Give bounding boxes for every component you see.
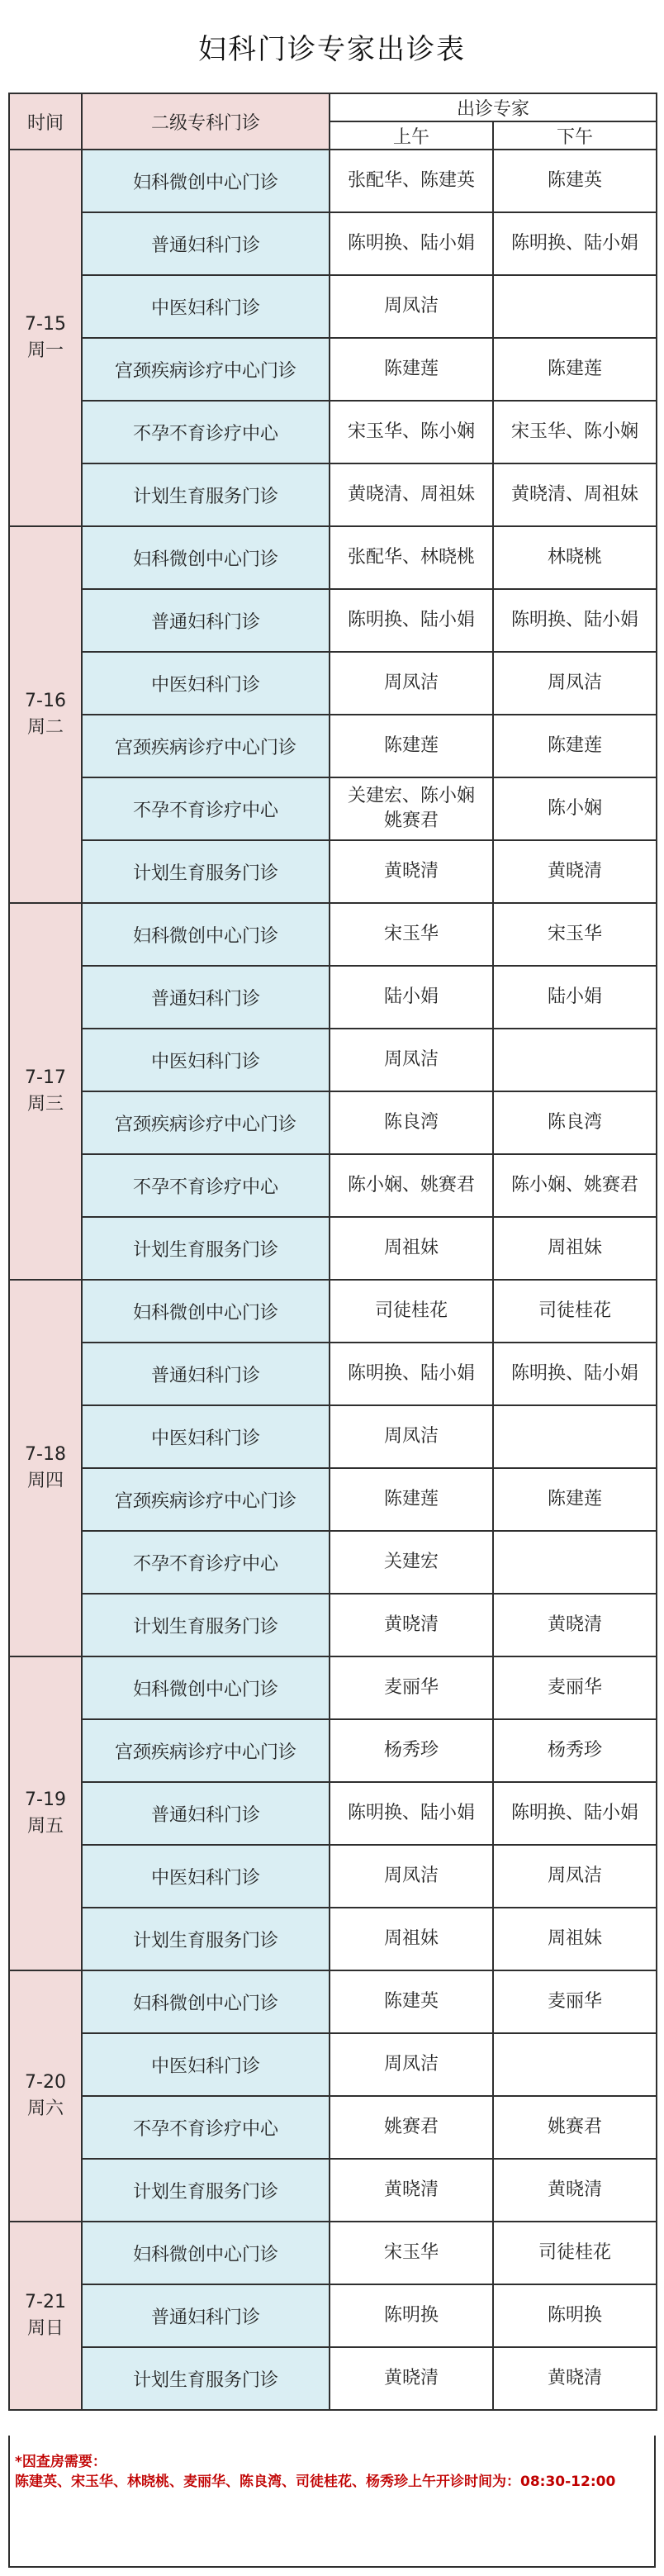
day-cell	[9, 526, 82, 903]
day-cell	[9, 150, 82, 526]
doctor-am: 黄晓清、周祖妹	[330, 463, 493, 526]
doctor-am: 宋玉华	[330, 2222, 493, 2284]
doctor-am: 陈建莲	[330, 1468, 493, 1531]
doctor-am: 周凤洁	[330, 1845, 493, 1908]
doctor-pm: 宋玉华、陈小娴	[493, 401, 657, 463]
doctor-pm: 周祖妹	[493, 1217, 657, 1280]
clinic-name: 宫颈疾病诊疗中心门诊	[82, 338, 330, 401]
header-time: 时间	[9, 93, 82, 150]
table-row	[9, 2222, 657, 2284]
day-date: 7-18	[25, 1444, 66, 1465]
clinic-name: 不孕不育诊疗中心	[82, 1154, 330, 1217]
clinic-name: 宫颈疾病诊疗中心门诊	[82, 1719, 330, 1782]
table-row	[9, 1405, 657, 1468]
clinic-name: 普通妇科门诊	[82, 212, 330, 275]
clinic-name: 计划生育服务门诊	[82, 1217, 330, 1280]
table-row	[9, 1594, 657, 1656]
doctor-pm	[493, 1531, 657, 1594]
doctor-am: 张配华、陈建英	[330, 150, 493, 212]
day-weekday: 周四	[26, 1471, 64, 1491]
day-date: 7-20	[25, 2072, 66, 2093]
clinic-name: 计划生育服务门诊	[82, 840, 330, 903]
header-experts: 出诊专家	[330, 93, 657, 121]
table-row	[9, 1343, 657, 1405]
doctor-am: 黄晓清	[330, 1594, 493, 1656]
doctor-pm: 姚赛君	[493, 2096, 657, 2159]
table-row	[9, 777, 657, 840]
doctor-am: 周凤洁	[330, 2033, 493, 2096]
day-date: 7-15	[25, 314, 66, 335]
clinic-name: 不孕不育诊疗中心	[82, 401, 330, 463]
day-cell	[9, 903, 82, 1280]
doctor-am: 陈建英	[330, 1970, 493, 2033]
doctor-pm: 司徒桂花	[493, 2222, 657, 2284]
doctor-am: 陈明换、陆小娟	[330, 589, 493, 652]
doctor-pm	[493, 275, 657, 338]
doctor-am: 宋玉华	[330, 903, 493, 966]
doctor-pm: 陆小娟	[493, 966, 657, 1029]
doctor-pm: 黄晓清	[493, 2347, 657, 2410]
doctor-am: 宋玉华、陈小娴	[330, 401, 493, 463]
doctor-pm: 陈建英	[493, 150, 657, 212]
table-row	[9, 1029, 657, 1091]
table-row	[9, 1908, 657, 1970]
doctor-pm: 麦丽华	[493, 1656, 657, 1719]
doctor-am: 陈明换、陆小娟	[330, 212, 493, 275]
doctor-am: 周凤洁	[330, 1405, 493, 1468]
footnote-text: 陈建英、宋玉华、林晓桃、麦丽华、陈良湾、司徒桂花、杨秀珍上午开诊时间为：08:30-12:00	[15, 2474, 616, 2490]
table-row	[9, 652, 657, 715]
doctor-pm: 陈明换、陆小娟	[493, 1782, 657, 1845]
clinic-name: 妇科微创中心门诊	[82, 1656, 330, 1719]
clinic-name: 宫颈疾病诊疗中心门诊	[82, 1091, 330, 1154]
clinic-name: 不孕不育诊疗中心	[82, 1531, 330, 1594]
doctor-pm	[493, 2033, 657, 2096]
table-row	[9, 463, 657, 526]
table-row	[9, 840, 657, 903]
table-row	[9, 903, 657, 966]
doctor-am: 陈明换、陆小娟	[330, 1782, 493, 1845]
doctor-am: 陈小娴、姚赛君	[330, 1154, 493, 1217]
schedule-body	[9, 150, 657, 2410]
table-row	[9, 1845, 657, 1908]
table-row	[9, 1782, 657, 1845]
clinic-name: 妇科微创中心门诊	[82, 526, 330, 589]
clinic-name: 普通妇科门诊	[82, 589, 330, 652]
clinic-name: 中医妇科门诊	[82, 652, 330, 715]
clinic-name: 计划生育服务门诊	[82, 463, 330, 526]
clinic-name: 妇科微创中心门诊	[82, 150, 330, 212]
doctor-am: 张配华、林晓桃	[330, 526, 493, 589]
clinic-name: 计划生育服务门诊	[82, 2159, 330, 2222]
clinic-name: 普通妇科门诊	[82, 1343, 330, 1405]
doctor-pm: 陈小娴	[493, 777, 657, 840]
doctor-am: 陈明换	[330, 2284, 493, 2347]
doctor-am: 陆小娟	[330, 966, 493, 1029]
doctor-pm: 陈明换、陆小娟	[493, 1343, 657, 1405]
doctor-pm	[493, 1029, 657, 1091]
doctor-pm: 黄晓清	[493, 2159, 657, 2222]
clinic-name: 普通妇科门诊	[82, 966, 330, 1029]
table-row	[9, 2347, 657, 2410]
doctor-pm: 陈建莲	[493, 1468, 657, 1531]
table-row	[9, 526, 657, 589]
doctor-pm: 陈建莲	[493, 338, 657, 401]
day-cell	[9, 1280, 82, 1656]
doctor-pm: 宋玉华	[493, 903, 657, 966]
doctor-pm: 陈明换、陆小娟	[493, 589, 657, 652]
doctor-pm: 黄晓清	[493, 840, 657, 903]
doctor-pm	[493, 1405, 657, 1468]
doctor-am: 周凤洁	[330, 1029, 493, 1091]
doctor-am: 关建宏、陈小娴 姚赛君	[330, 777, 493, 840]
day-cell	[9, 2222, 82, 2410]
doctor-am: 陈良湾	[330, 1091, 493, 1154]
clinic-name: 计划生育服务门诊	[82, 1594, 330, 1656]
table-row	[9, 1154, 657, 1217]
table-row	[9, 338, 657, 401]
doctor-am: 陈建莲	[330, 338, 493, 401]
table-row	[9, 1468, 657, 1531]
doctor-pm: 周祖妹	[493, 1908, 657, 1970]
schedule-table	[8, 93, 657, 2411]
clinic-name: 中医妇科门诊	[82, 1029, 330, 1091]
clinic-name: 计划生育服务门诊	[82, 2347, 330, 2410]
day-weekday: 周三	[26, 1094, 64, 1115]
footnote	[8, 2436, 656, 2568]
doctor-am: 周祖妹	[330, 1908, 493, 1970]
doctor-am: 姚赛君	[330, 2096, 493, 2159]
table-row	[9, 2159, 657, 2222]
day-date: 7-17	[25, 1067, 66, 1088]
doctor-am: 黄晓清	[330, 2347, 493, 2410]
clinic-name: 宫颈疾病诊疗中心门诊	[82, 1468, 330, 1531]
doctor-pm: 司徒桂花	[493, 1280, 657, 1343]
clinic-name: 妇科微创中心门诊	[82, 903, 330, 966]
doctor-am: 黄晓清	[330, 2159, 493, 2222]
day-date: 7-19	[25, 1789, 66, 1810]
day-cell	[9, 1970, 82, 2222]
day-weekday: 周六	[26, 2098, 64, 2119]
doctor-am: 杨秀珍	[330, 1719, 493, 1782]
table-row	[9, 150, 657, 212]
clinic-name: 中医妇科门诊	[82, 1845, 330, 1908]
clinic-name: 宫颈疾病诊疗中心门诊	[82, 715, 330, 777]
doctor-pm: 陈明换、陆小娟	[493, 212, 657, 275]
clinic-name: 计划生育服务门诊	[82, 1908, 330, 1970]
doctor-pm: 陈良湾	[493, 1091, 657, 1154]
day-date: 7-16	[25, 691, 66, 711]
clinic-name: 中医妇科门诊	[82, 1405, 330, 1468]
clinic-name: 妇科微创中心门诊	[82, 1280, 330, 1343]
doctor-am: 陈明换、陆小娟	[330, 1343, 493, 1405]
table-row	[9, 1656, 657, 1719]
table-row	[9, 589, 657, 652]
doctor-pm: 周凤洁	[493, 1845, 657, 1908]
table-row	[9, 275, 657, 338]
clinic-name: 中医妇科门诊	[82, 275, 330, 338]
header-am: 上午	[330, 121, 493, 150]
footnote-title: *因查房需要：	[15, 2454, 107, 2470]
doctor-pm: 林晓桃	[493, 526, 657, 589]
doctor-am: 陈建莲	[330, 715, 493, 777]
page-title: 妇科门诊专家出诊表	[198, 33, 466, 66]
table-row	[9, 2284, 657, 2347]
header-pm: 下午	[493, 121, 657, 150]
table-row	[9, 1091, 657, 1154]
doctor-am: 关建宏	[330, 1531, 493, 1594]
table-row	[9, 212, 657, 275]
doctor-am: 周凤洁	[330, 275, 493, 338]
table-row	[9, 1280, 657, 1343]
clinic-name: 中医妇科门诊	[82, 2033, 330, 2096]
table-row	[9, 2033, 657, 2096]
day-weekday: 周日	[26, 2318, 64, 2339]
day-weekday: 周二	[26, 717, 64, 738]
header-clinic: 二级专科门诊	[82, 93, 330, 150]
day-cell	[9, 1656, 82, 1970]
table-row	[9, 1531, 657, 1594]
clinic-name: 妇科微创中心门诊	[82, 1970, 330, 2033]
doctor-pm: 黄晓清	[493, 1594, 657, 1656]
table-row	[9, 1719, 657, 1782]
table-row	[9, 1217, 657, 1280]
table-row	[9, 715, 657, 777]
clinic-name: 不孕不育诊疗中心	[82, 2096, 330, 2159]
doctor-am: 周祖妹	[330, 1217, 493, 1280]
doctor-pm: 陈明换	[493, 2284, 657, 2347]
day-weekday: 周一	[26, 340, 64, 361]
clinic-name: 妇科微创中心门诊	[82, 2222, 330, 2284]
doctor-pm: 杨秀珍	[493, 1719, 657, 1782]
clinic-name: 普通妇科门诊	[82, 1782, 330, 1845]
table-row	[9, 401, 657, 463]
doctor-pm: 陈建莲	[493, 715, 657, 777]
day-date: 7-21	[25, 2292, 66, 2312]
day-weekday: 周五	[26, 1816, 64, 1837]
doctor-pm: 周凤洁	[493, 652, 657, 715]
doctor-am: 司徒桂花	[330, 1280, 493, 1343]
doctor-pm: 麦丽华	[493, 1970, 657, 2033]
table-row	[9, 1970, 657, 2033]
table-row	[9, 966, 657, 1029]
clinic-name: 不孕不育诊疗中心	[82, 777, 330, 840]
doctor-am: 麦丽华	[330, 1656, 493, 1719]
doctor-pm: 陈小娴、姚赛君	[493, 1154, 657, 1217]
table-row	[9, 2096, 657, 2159]
doctor-pm: 黄晓清、周祖妹	[493, 463, 657, 526]
doctor-am: 黄晓清	[330, 840, 493, 903]
clinic-name: 普通妇科门诊	[82, 2284, 330, 2347]
doctor-am: 周凤洁	[330, 652, 493, 715]
